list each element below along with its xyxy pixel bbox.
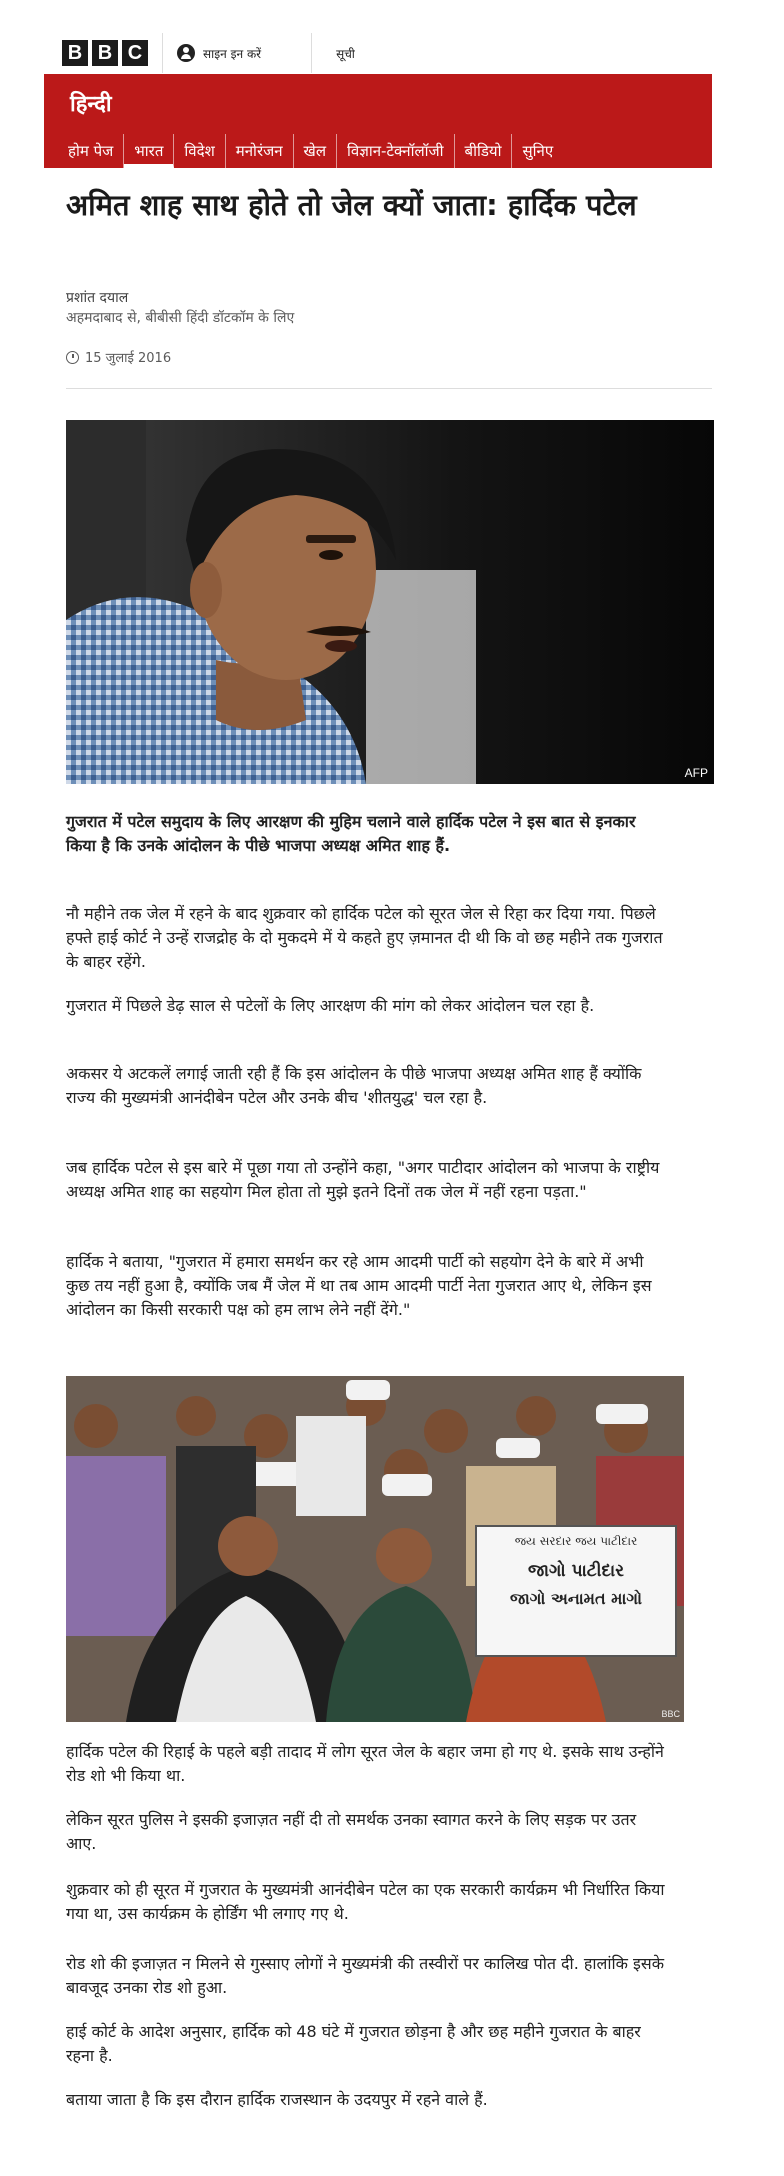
body-paragraph: नौ महीने तक जेल में रहने के बाद शुक्रवार को हार्दिक पटेल को सूरत जेल से रिहा कर दिया गया. पिछले हफ्ते हाई कोर्ट ने उन्हें राजद्रोह के दो मुकदमे में ये कहते हुए ज़मानत दी थी कि वो छह महीने तक गुजरात के बाहर रहेंगे.	[66, 904, 663, 971]
primary-nav	[44, 134, 712, 168]
nav-item-science-tech[interactable]: विज्ञान-टेक्नॉलॉजी	[337, 134, 455, 168]
nav-item-world[interactable]: विदेश	[174, 134, 225, 168]
signin-button[interactable]	[177, 44, 261, 62]
nav-item-india[interactable]: भारत	[124, 134, 174, 168]
logo-letter: B	[92, 40, 118, 66]
body-paragraph: शुक्रवार को ही सूरत में गुजरात के मुख्यमंत्री आनंदीबेन पटेल का एक सरकारी कार्यक्रम भी निर्धारित किया गया था, उस कार्यक्रम के होर्डिंग भी लगाए गए थे.	[66, 1880, 665, 1923]
author-name: प्रशांत दयाल	[66, 290, 129, 306]
image-credit: BBC	[661, 1709, 680, 1719]
menu-link[interactable]: सूची	[336, 46, 355, 61]
body-paragraph: हाई कोर्ट के आदेश अनुसार, हार्दिक को 48 घंटे में गुजरात छोड़ना है और छह महीने गुजरात के बाहर रहना है.	[66, 2022, 641, 2065]
body-paragraph: हार्दिक पटेल की रिहाई के पहले बड़ी तादाद में लोग सूरत जेल के बहार जमा हो गए थे. इसके साथ उन्होंने रोड शो भी किया था.	[66, 1742, 664, 1785]
body-paragraph: अकसर ये अटकलें लगाई जाती रही हैं कि इस आंदोलन के पीछे भाजपा अध्यक्ष अमित शाह हैं क्योंकि राज्य की मुख्यमंत्री आनंदीबेन पटेल और उनके बीच 'शीतयुद्ध' चल रहा है.	[66, 1064, 642, 1107]
byline	[66, 288, 294, 328]
body-paragraph: बताया जाता है कि इस दौरान हार्दिक राजस्थान के उदयपुर में रहने वाले हैं.	[66, 2090, 488, 2109]
masthead-divider	[311, 33, 312, 73]
publish-date	[66, 348, 171, 366]
protest-photo	[66, 1376, 684, 1722]
nav-item-home[interactable]: होम पेज	[44, 134, 124, 168]
placard-line: જાગો પાટીદાર	[527, 1561, 624, 1581]
masthead	[62, 28, 712, 78]
body-paragraph: जब हार्दिक पटेल से इस बारे में पूछा गया तो उन्होंने कहा, "अगर पाटीदार आंदोलन को भाजपा के राष्ट्रीय अध्यक्ष अमित शाह का सहयोग मिल होता तो मुझे इतने दिनों तक जेल में नहीं रहना पड़ता."	[66, 1158, 660, 1201]
author-affiliation: अहमदाबाद से, बीबीसी हिंदी डॉटकॉम के लिए	[66, 310, 295, 326]
divider	[66, 388, 712, 389]
signin-label: साइन इन करें	[203, 46, 262, 61]
placard-line: જય સરદાર જય પાટીદાર	[514, 1534, 638, 1548]
body-paragraph: रोड शो की इजाज़त न मिलने से गुस्साए लोगों ने मुख्यमंत्री की तस्वीरों पर कालिख पोत दी. हालांकि इसके बावजूद उनका रोड शो हुआ.	[66, 1954, 664, 1997]
logo-letter: C	[122, 40, 148, 66]
nav-item-video[interactable]: बीडियो	[455, 134, 513, 168]
image-credit: AFP	[684, 766, 708, 780]
logo-letter: B	[62, 40, 88, 66]
clock-icon	[66, 351, 79, 364]
date-text: 15 जुलाई 2016	[85, 351, 172, 366]
nav-item-entertainment[interactable]: मनोरंजन	[226, 134, 294, 168]
user-icon	[177, 44, 195, 62]
body-paragraph: हार्दिक ने बताया, "गुजरात में हमारा समर्थन कर रहे आम आदमी पार्टी को सहयोग देने के बारे में अभी कुछ तय नहीं हुआ है, क्योंकि जब मैं जेल में था तब आम आदमी पार्टी नेता गुजरात आए थे, लेकिन इस आंदोलन का किसी सरकारी पक्ष को हम लाभ लेने नहीं देंगे."	[66, 1252, 652, 1319]
hero-illustration	[66, 420, 714, 784]
placard-text	[478, 1534, 674, 1609]
body-paragraph: गुजरात में पिछले डेढ़ साल से पटेलों के लिए आरक्षण की मांग को लेकर आंदोलन चल रहा है.	[66, 996, 595, 1015]
nav-item-sport[interactable]: खेल	[294, 134, 337, 168]
nav-item-listen[interactable]: सुनिए	[522, 142, 554, 160]
bbc-logo[interactable]	[62, 40, 148, 66]
masthead-divider	[162, 33, 163, 73]
brand-title[interactable]: हिन्दी	[70, 92, 112, 117]
article-headline: अमित शाह साथ होते तो जेल क्यों जाता: हार्दिक पटेल	[66, 188, 637, 222]
placard-line: જાગો અનામત માગો	[509, 1589, 643, 1608]
lead-paragraph: गुजरात में पटेल समुदाय के लिए आरक्षण की मुहिम चलाने वाले हार्दिक पटेल ने इस बात से इनकार किया है कि उनके आंदोलन के पीछे भाजपा अध्यक्ष अमित शाह हैं.	[66, 812, 636, 855]
body-paragraph: लेकिन सूरत पुलिस ने इसकी इजाज़त नहीं दी तो समर्थक उनका स्वागत करने के लिए सड़क पर उतर आए.	[66, 1810, 637, 1853]
hero-image	[66, 420, 714, 784]
brand-bar	[44, 74, 712, 168]
